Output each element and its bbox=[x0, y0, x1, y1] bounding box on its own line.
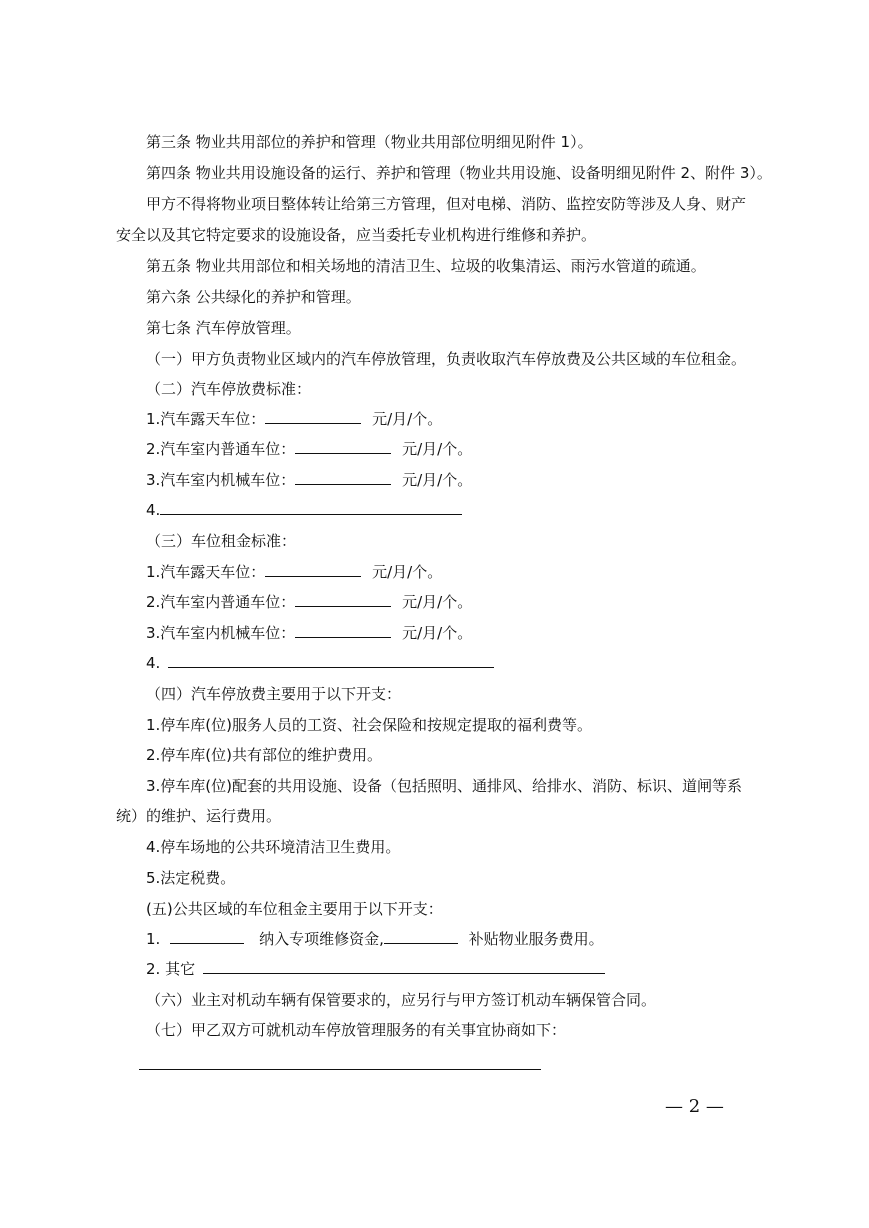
expense-item-1: 1.停车库(位)服务人员的工资、社会保险和按规定提取的福利费等。 bbox=[146, 716, 593, 734]
blank-field[interactable] bbox=[265, 562, 361, 577]
rent-item-3: 3.汽车室内机械车位： 元/月/个。 bbox=[146, 624, 473, 642]
blank-field[interactable] bbox=[295, 592, 391, 607]
section-4: （四）汽车停放费主要用于以下开支： bbox=[146, 685, 402, 703]
section-7: （七）甲乙双方可就机动车停放管理服务的有关事宜协商如下： bbox=[146, 1021, 567, 1039]
paragraph-line: 安全以及其它特定要求的设施设备，应当委托专业机构进行维修和养护。 bbox=[116, 226, 597, 244]
rent-item-2: 2.汽车室内普通车位： 元/月/个。 bbox=[146, 593, 473, 611]
blank-field[interactable] bbox=[170, 929, 244, 944]
blank-field[interactable] bbox=[295, 439, 391, 454]
expense-item-3-cont: 统）的维护、运行费用。 bbox=[116, 807, 282, 825]
article-7: 第七条 汽车停放管理。 bbox=[146, 319, 301, 337]
expense-item-4: 4.停车场地的公共环境清洁卫生费用。 bbox=[146, 838, 401, 856]
fee-item-1: 1.汽车露天车位： 元/月/个。 bbox=[146, 410, 443, 428]
blank-field[interactable] bbox=[265, 409, 361, 424]
section-1: （一）甲方负责物业区域内的汽车停放管理，负责收取汽车停放费及公共区域的车位租金。 bbox=[146, 350, 747, 368]
page-number: — 2 — bbox=[665, 1096, 724, 1117]
expense-item-2: 2.停车库(位)共有部位的维护费用。 bbox=[146, 746, 383, 764]
expense-item-5: 5.法定税费。 bbox=[146, 869, 236, 887]
blank-field[interactable] bbox=[295, 623, 391, 638]
fee-item-3: 3.汽车室内机械车位： 元/月/个。 bbox=[146, 471, 473, 489]
article-5: 第五条 物业共用部位和相关场地的清洁卫生、垃圾的收集清运、雨污水管道的疏通。 bbox=[146, 257, 706, 275]
article-3: 第三条 物业共用部位的养护和管理（物业共用部位明细见附件 1）。 bbox=[146, 133, 593, 151]
section-5: (五)公共区域的车位租金主要用于以下开支： bbox=[146, 900, 443, 918]
article-6: 第六条 公共绿化的养护和管理。 bbox=[146, 288, 361, 306]
blank-field[interactable] bbox=[295, 470, 391, 485]
fee-item-2: 2.汽车室内普通车位： 元/月/个。 bbox=[146, 440, 473, 458]
blank-field[interactable] bbox=[160, 500, 462, 515]
rent-use-item-1: 1. 纳入专项维修资金, 补贴物业服务费用。 bbox=[146, 930, 604, 948]
blank-field[interactable] bbox=[168, 653, 494, 668]
fee-item-4: 4. bbox=[146, 500, 462, 520]
article-4: 第四条 物业共用设施设备的运行、养护和管理（物业共用设施、设备明细见附件 2、附件 3）。 bbox=[146, 164, 772, 182]
rent-item-4: 4. bbox=[146, 653, 494, 673]
section-6: （六）业主对机动车辆有保管要求的，应另行与甲方签订机动车辆保管合同。 bbox=[146, 991, 657, 1009]
paragraph-line: 甲方不得将物业项目整体转让给第三方管理，但对电梯、消防、监控安防等涉及人身、财产 bbox=[146, 195, 747, 213]
blank-field[interactable] bbox=[203, 959, 605, 974]
section-3: （三）车位租金标准： bbox=[146, 532, 297, 550]
expense-item-3: 3.停车库(位)配套的共用设施、设备（包括照明、通排风、给排水、消防、标识、道闸等系 bbox=[146, 777, 743, 795]
section-2: （二）汽车停放费标准： bbox=[146, 380, 312, 398]
rent-item-1: 1.汽车露天车位： 元/月/个。 bbox=[146, 563, 443, 581]
blank-field[interactable] bbox=[384, 929, 458, 944]
rent-use-item-2: 2. 其它 bbox=[146, 959, 605, 979]
blank-field[interactable] bbox=[139, 1069, 541, 1070]
